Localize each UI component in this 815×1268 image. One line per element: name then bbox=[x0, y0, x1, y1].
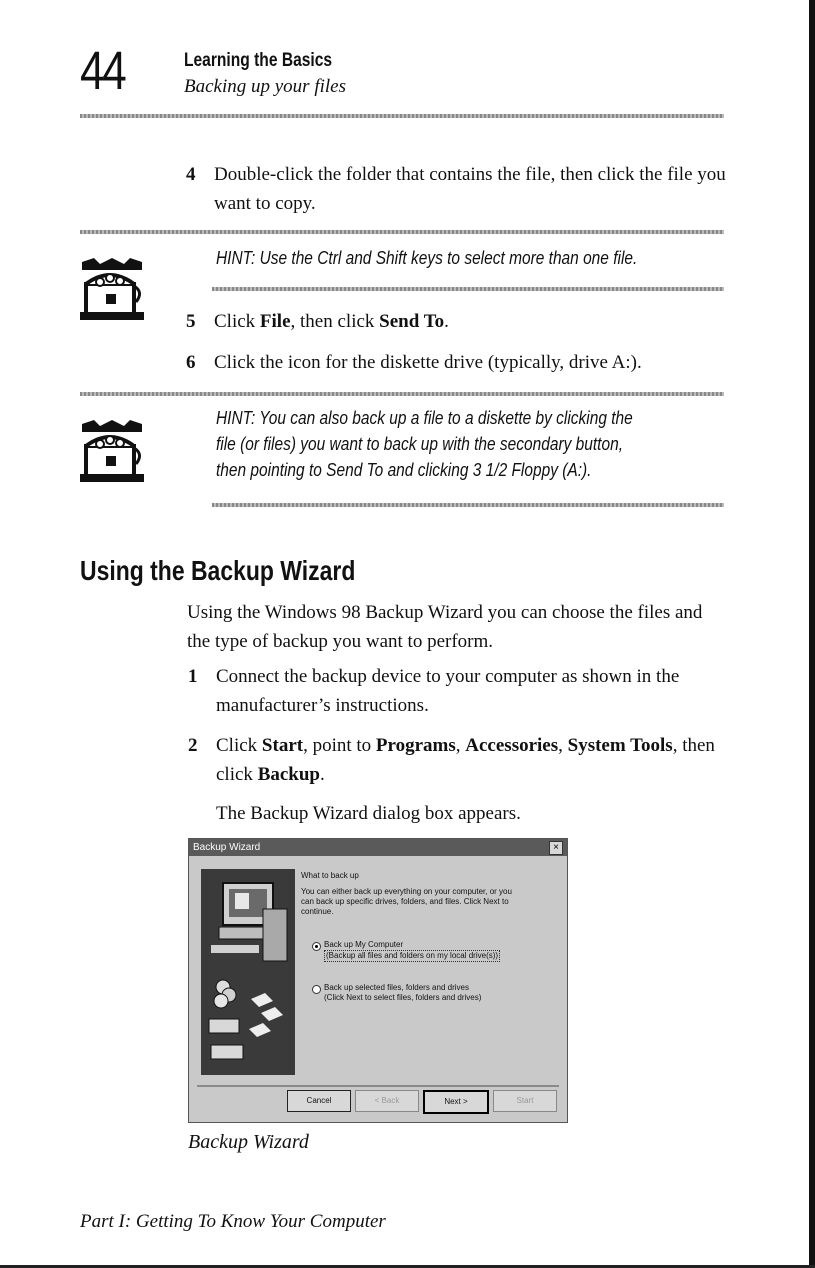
step-number: 4 bbox=[186, 164, 196, 185]
backup-selected-radio[interactable] bbox=[312, 985, 321, 994]
step-5 bbox=[186, 307, 746, 337]
step-number: 5 bbox=[186, 311, 196, 332]
hint-rule-top-2 bbox=[80, 392, 724, 396]
menu-name-system-tools: System Tools bbox=[567, 735, 673, 756]
menu-name-start: Start bbox=[261, 735, 304, 756]
treasure-chest-icon bbox=[80, 418, 144, 482]
step-text: Click the icon for the diskette drive (typically, drive A:). bbox=[214, 352, 642, 373]
section-title: Using the Backup Wizard bbox=[80, 555, 356, 586]
backup-selected-label[interactable]: Back up selected files, folders and drives bbox=[324, 983, 469, 992]
dialog-title-bar bbox=[189, 839, 567, 856]
step-number: 6 bbox=[186, 352, 196, 373]
backup-my-computer-radio[interactable] bbox=[312, 942, 321, 951]
dialog-title: Backup Wizard bbox=[193, 842, 261, 853]
back-button[interactable]: < Back bbox=[355, 1090, 419, 1112]
menu-name-send-to: Send To bbox=[379, 311, 445, 332]
hint-rule-bottom-2 bbox=[212, 503, 724, 507]
backup-my-computer-label[interactable]: Back up My Computer bbox=[324, 940, 404, 949]
step-4 bbox=[186, 160, 746, 220]
section-intro: Using the Windows 98 Backup Wizard you can choose the files and the type of backup you want to perform. bbox=[187, 602, 703, 652]
step-text: Connect the backup device to your computer as shown in the manufacturer’s instructions. bbox=[216, 666, 680, 716]
figure-caption: Backup Wizard bbox=[188, 1131, 309, 1153]
text-run: Click bbox=[214, 311, 260, 332]
text-run: Click bbox=[216, 735, 262, 756]
backup-my-computer-detail: (Backup all files and folders on my local drive(s)) bbox=[326, 951, 499, 960]
text-run: , point to bbox=[303, 735, 376, 756]
menu-name-accessories: Accessories bbox=[465, 735, 559, 756]
page-number: 44 bbox=[80, 41, 125, 101]
dialog-desc-line-3: continue. bbox=[301, 907, 334, 916]
dialog-separator bbox=[197, 1085, 559, 1087]
page-edge bbox=[809, 0, 815, 1268]
step-6 bbox=[186, 348, 746, 378]
dialog-desc-line-1: You can either back up everything on your computer, or you bbox=[301, 887, 512, 896]
text-run: , bbox=[455, 735, 466, 756]
hint-text: HINT: Use the Ctrl and Shift keys to select more than one file. bbox=[216, 248, 638, 268]
page-footer: Part I: Getting To Know Your Computer bbox=[80, 1211, 386, 1232]
menu-name-file: File bbox=[259, 311, 291, 332]
running-subtitle: Backing up your files bbox=[184, 76, 346, 97]
menu-name-programs: Programs bbox=[375, 735, 456, 756]
step-number: 2 bbox=[188, 735, 198, 756]
dialog-desc-line-2: can back up specific drives, folders, and files. Click Next to bbox=[301, 897, 509, 906]
text-run: , then click bbox=[216, 735, 715, 785]
next-button[interactable]: Next > bbox=[423, 1090, 489, 1114]
menu-name-backup: Backup bbox=[257, 764, 320, 785]
header-rule bbox=[80, 114, 724, 118]
backup-selected-detail: (Click Next to select files, folders and drives) bbox=[324, 993, 482, 1002]
computer-illustration bbox=[201, 869, 295, 1075]
step-text bbox=[214, 307, 734, 336]
result-text: The Backup Wizard dialog box appears. bbox=[216, 803, 521, 824]
close-icon[interactable]: × bbox=[549, 841, 563, 855]
hint-rule-top bbox=[80, 230, 724, 234]
step-text: Double-click the folder that contains the file, then click the file you want to copy. bbox=[214, 164, 726, 214]
hint-line-1: HINT: You can also back up a file to a diskette by clicking the bbox=[216, 408, 633, 428]
running-title: Learning the Basics bbox=[184, 50, 333, 71]
step-text bbox=[216, 731, 736, 789]
step-2 bbox=[188, 731, 748, 791]
text-run: . bbox=[320, 764, 325, 785]
hint-rule-bottom bbox=[212, 287, 724, 291]
hint-line-3: then pointing to Send To and clicking 3 1/2 Floppy (A:). bbox=[216, 460, 592, 480]
hint-line-2: file (or files) you want to back up with the secondary button, bbox=[216, 434, 623, 454]
start-button[interactable]: Start bbox=[493, 1090, 557, 1112]
step-1 bbox=[188, 662, 748, 722]
treasure-chest-icon bbox=[80, 256, 144, 320]
text-run: , bbox=[558, 735, 568, 756]
cancel-button[interactable]: Cancel bbox=[287, 1090, 351, 1112]
backup-wizard-dialog bbox=[188, 838, 568, 1123]
text-run: , then click bbox=[290, 311, 380, 332]
dialog-heading: What to back up bbox=[301, 871, 359, 880]
text-run: . bbox=[444, 311, 449, 332]
step-number: 1 bbox=[188, 666, 198, 687]
